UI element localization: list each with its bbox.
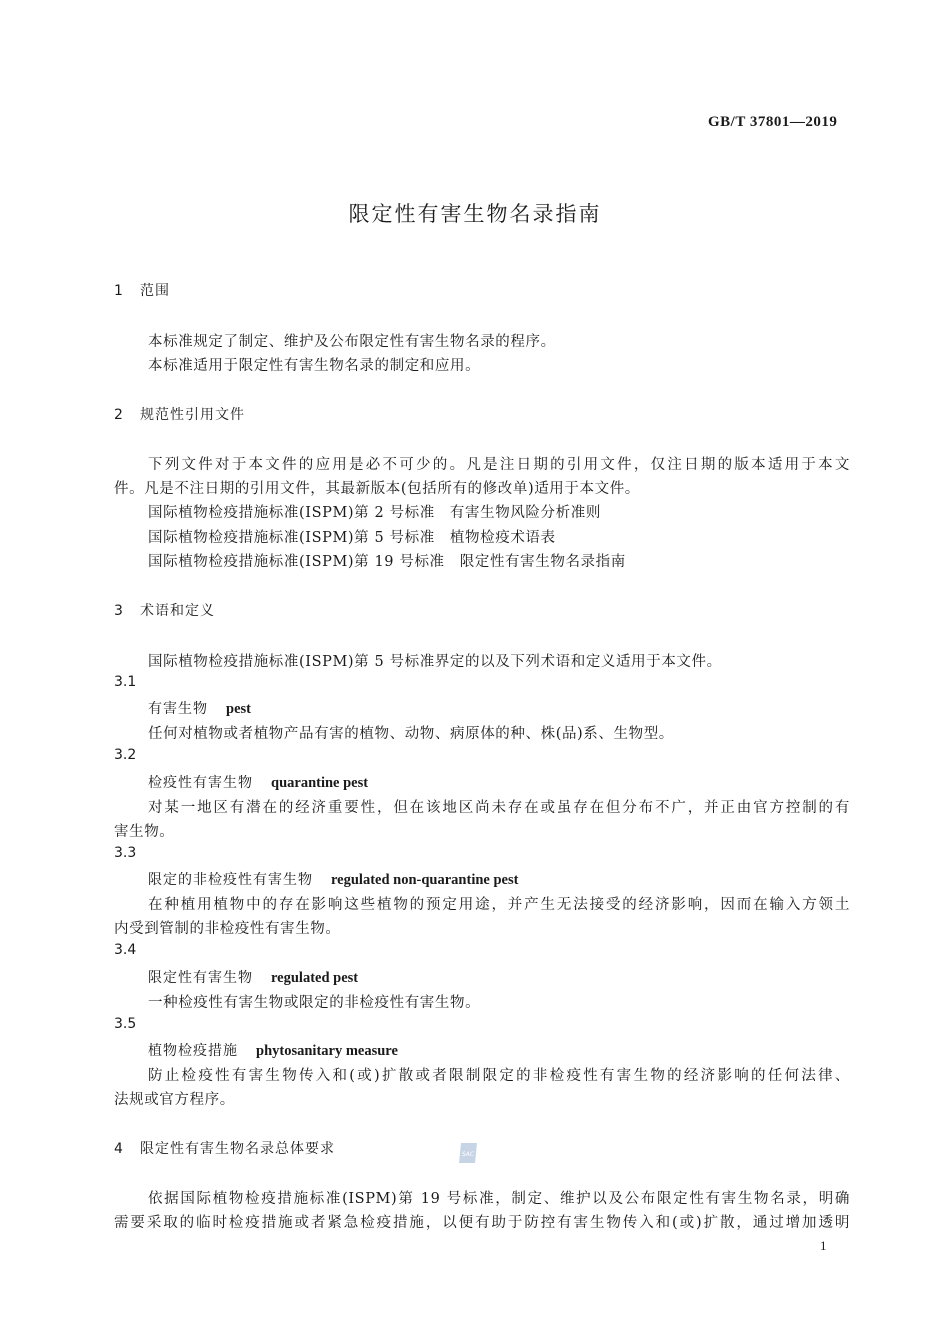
reference-item: 国际植物检疫措施标准(ISPM)第 5 号标准 植物检疫术语表	[148, 530, 556, 546]
term-definition: 对某一地区有潜在的经济重要性，但在该地区尚未存在或虽存在但分布不广，并正由官方控制的有	[148, 800, 850, 816]
document-title: 限定性有害生物名录指南	[348, 202, 602, 226]
clause-number: 3.3	[114, 845, 137, 861]
reference-item: 国际植物检疫措施标准(ISPM)第 19 号标准 限定性有害生物名录指南	[148, 554, 626, 570]
section-title: 范围	[140, 283, 170, 299]
term-definition: 一种检疫性有害生物或限定的非检疫性有害生物。	[148, 995, 481, 1011]
term-heading	[148, 1040, 398, 1060]
section-number: 3	[114, 603, 124, 619]
term-heading	[148, 772, 368, 792]
paragraph: 需要采取的临时检疫措施或者紧急检疫措施，以便有助于防控有害生物传入和(或)扩散，通过增加透明	[114, 1215, 850, 1231]
section-title: 限定性有害生物名录总体要求	[140, 1141, 335, 1157]
section-number: 2	[114, 407, 124, 423]
clause-number: 3.5	[114, 1016, 137, 1032]
term-definition: 防止检疫性有害生物传入和(或)扩散或者限制限定的非检疫性有害生物的经济影响的任何法律、	[148, 1068, 850, 1084]
term-en: regulated pest	[271, 970, 359, 986]
section-title: 规范性引用文件	[140, 407, 245, 423]
term-definition: 法规或官方程序。	[114, 1092, 235, 1108]
term-zh: 限定性有害生物	[148, 970, 253, 986]
clause-number: 3.1	[114, 674, 137, 690]
paragraph: 下列文件对于本文件的应用是必不可少的。凡是注日期的引用文件，仅注日期的版本适用于本文	[148, 457, 850, 473]
section-3-heading	[114, 600, 215, 620]
term-en: quarantine pest	[271, 775, 369, 791]
paragraph: 依据国际植物检疫措施标准(ISPM)第 19 号标准，制定、维护以及公布限定性有害生物名录，明确	[148, 1191, 850, 1207]
section-1-heading	[114, 280, 170, 300]
term-zh: 检疫性有害生物	[148, 775, 253, 791]
reference-item: 国际植物检疫措施标准(ISPM)第 2 号标准 有害生物风险分析准则	[148, 505, 601, 521]
term-zh: 限定的非检疫性有害生物	[148, 872, 313, 888]
term-heading	[148, 698, 251, 718]
term-definition: 害生物。	[114, 824, 175, 840]
section-4-heading	[114, 1138, 335, 1158]
term-definition: 任何对植物或者植物产品有害的植物、动物、病原体的种、株(品)系、生物型。	[148, 726, 674, 742]
page-number: 1	[820, 1238, 827, 1253]
term-en: regulated non-quarantine pest	[331, 872, 519, 888]
term-en: pest	[226, 701, 251, 717]
term-definition: 在种植用植物中的存在影响这些植物的预定用途，并产生无法接受的经济影响，因而在输入方领土	[148, 897, 850, 913]
paragraph: 国际植物检疫措施标准(ISPM)第 5 号标准界定的以及下列术语和定义适用于本文件。	[148, 654, 722, 670]
term-definition: 内受到管制的非检疫性有害生物。	[114, 921, 341, 937]
term-zh: 有害生物	[148, 701, 208, 717]
section-number: 1	[114, 283, 124, 299]
clause-number: 3.2	[114, 747, 137, 763]
watermark-text: SAC	[461, 1151, 475, 1158]
sac-watermark-icon	[456, 1142, 480, 1164]
section-2-heading	[114, 404, 245, 424]
term-zh: 植物检疫措施	[148, 1043, 238, 1059]
section-number: 4	[114, 1141, 124, 1157]
clause-number: 3.4	[114, 942, 137, 958]
section-title: 术语和定义	[140, 603, 215, 619]
term-en: phytosanitary measure	[256, 1043, 398, 1059]
standard-code: GB/T 37801—2019	[708, 114, 838, 130]
paragraph: 本标准适用于限定性有害生物名录的制定和应用。	[148, 358, 481, 374]
paragraph: 本标准规定了制定、维护及公布限定性有害生物名录的程序。	[148, 334, 556, 350]
paragraph: 件。凡是不注日期的引用文件，其最新版本(包括所有的修改单)适用于本文件。	[114, 481, 640, 497]
term-heading	[148, 967, 358, 987]
term-heading	[148, 869, 518, 889]
